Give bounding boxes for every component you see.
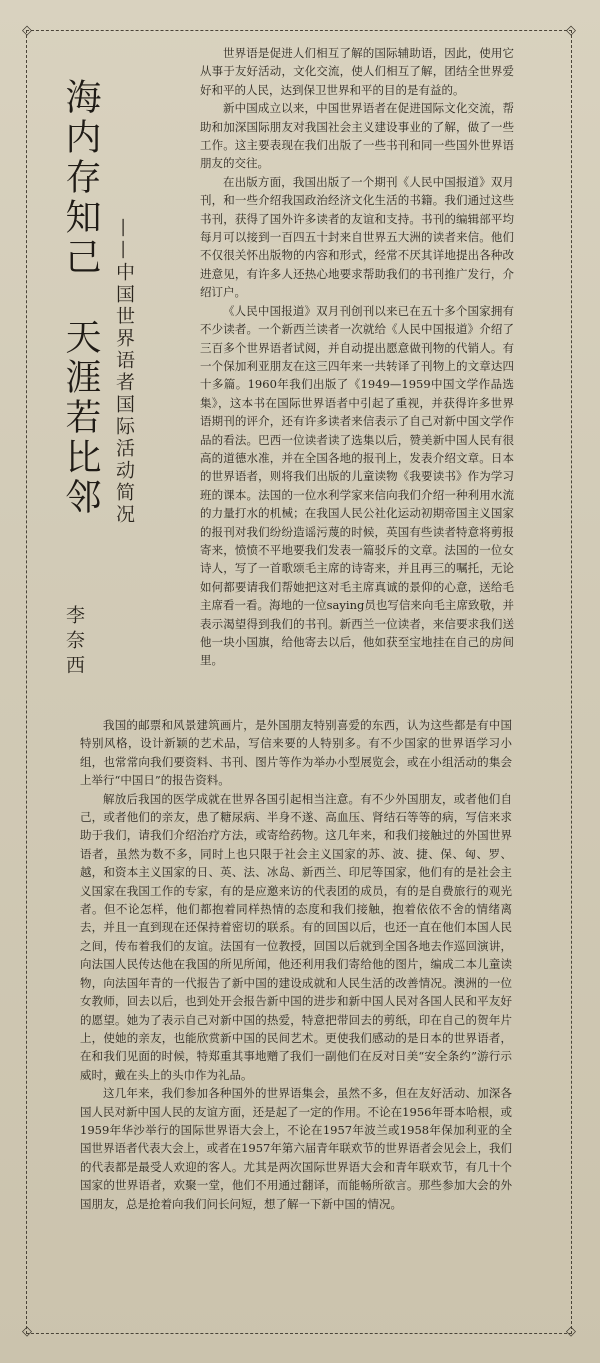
article-subtitle: ——中国世界语者国际活动简况 <box>113 218 135 526</box>
article-title: 海内存知己 天涯若比邻 <box>60 78 101 518</box>
paragraph: 《人民中国报道》双月刊创刊以来已在五十多个国家拥有不少读者。一个新西兰读者一次就给《人民中国报道》介绍了三百多个世界语者试阅，并自动提出愿意做刊物的代销人。有一个保加利亚朋友在这三四年来一共转译了刊物上的文章达四十多篇。1960年我们出版了《1949—1959中国文学作品选集》，这本书在国际世界语者中引起了重视，并获得许多世界语期刊的评介，还有许多读者来信表示了自己对新中国文学作品的看法。巴西一位读者读了选集以后，赞美新中国人民有很高的道德水准，并在全国各地的报刊上，发表介绍文章。日本的世界语者，则将我们出版的儿童读物《我要读书》作为学习班的课本。法国的一位水利学家来信向我们介绍一种利用水流的力量打水的机械；在我国人民公社化运动初期帝国主义国家的报刊对我们纷纷造谣污蔑的时候，英国有些读者特意将剪报寄来，愤愤不平地要我们发表一篇驳斥的文章。法国的一位女诗人，写了一首歌颂毛主席的诗寄来，并且再三的嘱托，无论如何都要请我们帮她把这对毛主席真诚的景仰的心意，送给毛主席看一看。海地的一位saying员也写信来向毛主席致敬，并表示渴望得到我们的书刊。新西兰一位读者，来信要求我们送他一块小国旗，给他寄去以后，他如获至宝地挂在自己的房间里。 <box>200 303 514 668</box>
paragraph: 我国的邮票和风景建筑画片，是外国朋友特别喜爱的东西，认为这些都是有中国特别风格，设计新颖的艺术品，写信来要的人特别多。有不少国家的世界语学习小组，也常常向我们要资料、书刊、图片等作为举办小型展览会，或在小组活动的集会上举行“中国日”的报告资料。 <box>80 718 512 788</box>
corner-ornament-bottom-left: ◇ <box>22 1324 32 1339</box>
paragraph: 在出版方面，我国出版了一个期刊《人民中国报道》双月刊，和一些介绍我国政治经济文化生活的书籍。我们通过这些书刊，获得了国外许多读者的友谊和支持。书刊的编辑部平均每月可以接到一百四五十封来自世界五大洲的读者来信。他们不仅很关怀出版物的内容和形式，经常不厌其详地提出各种改进意见，有许多人还热心地要求帮助我们的书刊推广发行，介绍订户。 <box>200 174 514 300</box>
paragraph: 这几年来，我们参加各种国外的世界语集会，虽然不多，但在友好活动、加深各国人民对新中国人民的友谊方面，还是起了一定的作用。不论在1956年哥本哈根，或1959年华沙举行的国际世界语大会上，不论在1957年波兰或1958年保加利亚的全国世界语者代表大会上，或者在1957年第六届青年联欢节的世界语者会见会上，我们的代表都是最受人欢迎的客人。尤其是两次国际世界语大会和青年联欢节，有几十个国家的世界语者，欢聚一堂，他们不用通过翻译，而能畅所欲言。那些参加大会的外国朋友，总是抢着向我们问长问短，想了解一下新中国的情况。 <box>80 1086 512 1211</box>
paragraph: 解放后我国的医学成就在世界各国引起相当注意。有不少外国朋友，或者他们自己，或者他们的亲友，患了糖尿病、半身不遂、高血压、肾结石等等的病，写信来求助于我们，请我们介绍治疗方法，或寄给药物。这几年来，和我们接触过的外国世界语者，虽然为数不多，同时上也只限于社会主义国家的苏、波、捷、保、匈、罗、越，和资本主义国家的日、英、法、冰岛、新西兰、印尼等国家，他们有的是社会主义国家在我国工作的专家，有的是应邀来访的代表团的成员，有的是自费旅行的观光者。但不论怎样，他们都抱着同样热情的态度和我们接触，抱着依依不舍的情绪离去，并且一直到现在还保持着密切的联系。有的回国以后，也还一直在他们本国人民之间，传布着我们的友谊。法国有一位教授，回国以后就到全国各地去作巡回演讲，向法国人民传达他在我国的所见所闻，他还利用我们寄给他的图片，编成二本儿童读物，向法国年青的一代报告了新中国的建设成就和人民生活的改善情况。澳洲的一位女教师，回去以后，也到处开会报告新中国的进步和新中国人民对各国人民和平友好的愿望。她为了表示自己对新中国的热爱，特意把带回去的剪纸，印在自己的贺年片上，使她的亲友，也能欣赏新中国的民间艺术。更使我们感动的是日本的世界语者，在和我们见面的时候，特郑重其事地赠了我们一副他们在反对日美“安全条约”游行示威时，戴在头上的头巾作为礼品。 <box>80 791 512 1082</box>
corner-ornament-top-right: ◇ <box>566 23 576 38</box>
corner-ornament-bottom-right: ◇ <box>566 1324 576 1339</box>
corner-ornament-top-left: ◇ <box>22 23 32 38</box>
article-body-bottom <box>80 716 512 1213</box>
article-author: 李奈西 <box>63 605 85 680</box>
paragraph: 世界语是促进人们相互了解的国际辅助语，因此，使用它从事于友好活动，文化交流，使人们相互了解，团结全世界爱好和平的人民，达到保卫世界和平的目的是有益的。 <box>200 46 514 97</box>
paragraph: 新中国成立以来，中国世界语者在促进国际文化交流，帮助和加深国际朋友对我国社会主义建设事业的了解，做了一些工作。这主要表现在我们出版了一些书刊和同一些国外世界语朋友的交往。 <box>200 101 514 171</box>
article-body-top <box>200 44 514 670</box>
